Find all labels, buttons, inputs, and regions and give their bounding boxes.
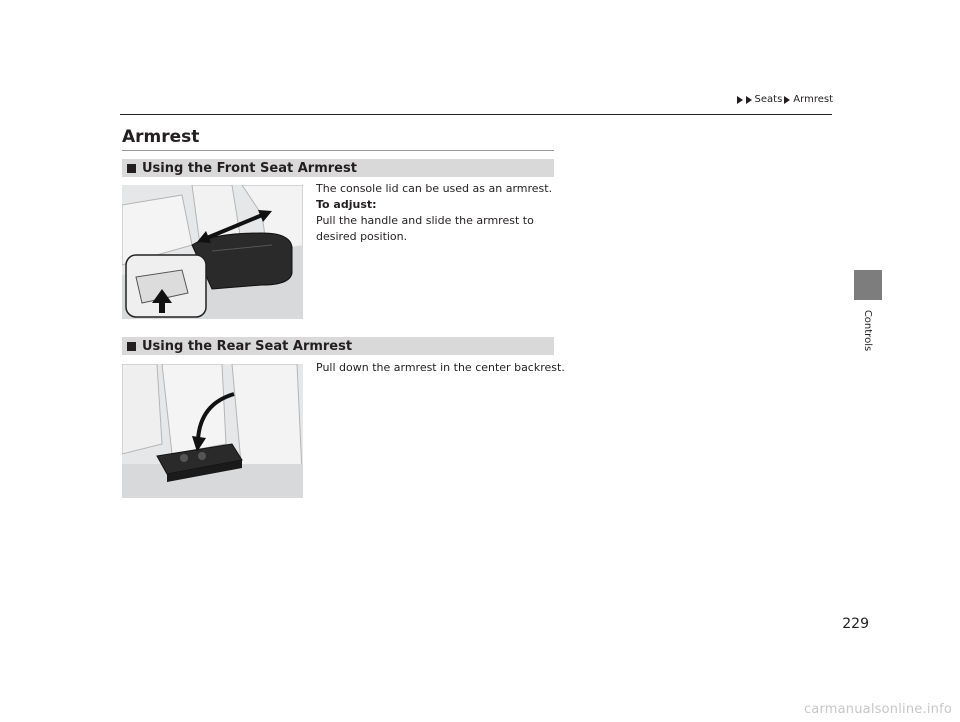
header-divider [120,114,832,115]
breadcrumb [737,94,833,105]
page-title: Armrest [122,127,200,147]
section-heading-rear-armrest [122,337,554,355]
breadcrumb-item[interactable]: Seats [754,94,783,105]
section-heading-text: Using the Front Seat Armrest [142,160,357,176]
adjust-subheading: To adjust: [316,198,377,211]
front-armrest-paragraph: The console lid can be used as an armrest. [316,182,553,195]
square-bullet-icon [127,164,136,173]
title-divider [122,150,554,151]
front-armrest-drawing [122,185,303,319]
section-heading-text: Using the Rear Seat Armrest [142,338,353,354]
front-armrest-illustration [122,185,303,319]
rear-armrest-paragraph: Pull down the armrest in the center backrest. [316,361,565,374]
rear-armrest-body [316,360,566,376]
adjust-paragraph: Pull the handle and slide the armrest to desired position. [316,214,534,243]
section-heading-front-armrest [122,159,554,177]
breadcrumb-arrow-icon [784,96,790,104]
front-armrest-body [316,181,566,245]
rear-armrest-illustration [122,364,303,498]
controls-side-label [854,300,882,360]
breadcrumb-item[interactable]: Armrest [793,94,833,105]
controls-side-tab[interactable] [854,270,882,300]
side-tab-text: Controls [862,309,874,351]
square-bullet-icon [127,342,136,351]
breadcrumb-arrow-icon [737,96,743,104]
page-number: 229 [842,616,869,632]
rear-armrest-drawing [122,364,303,498]
breadcrumb-arrow-icon [746,96,752,104]
watermark: carmanualsonline.info [803,702,952,717]
